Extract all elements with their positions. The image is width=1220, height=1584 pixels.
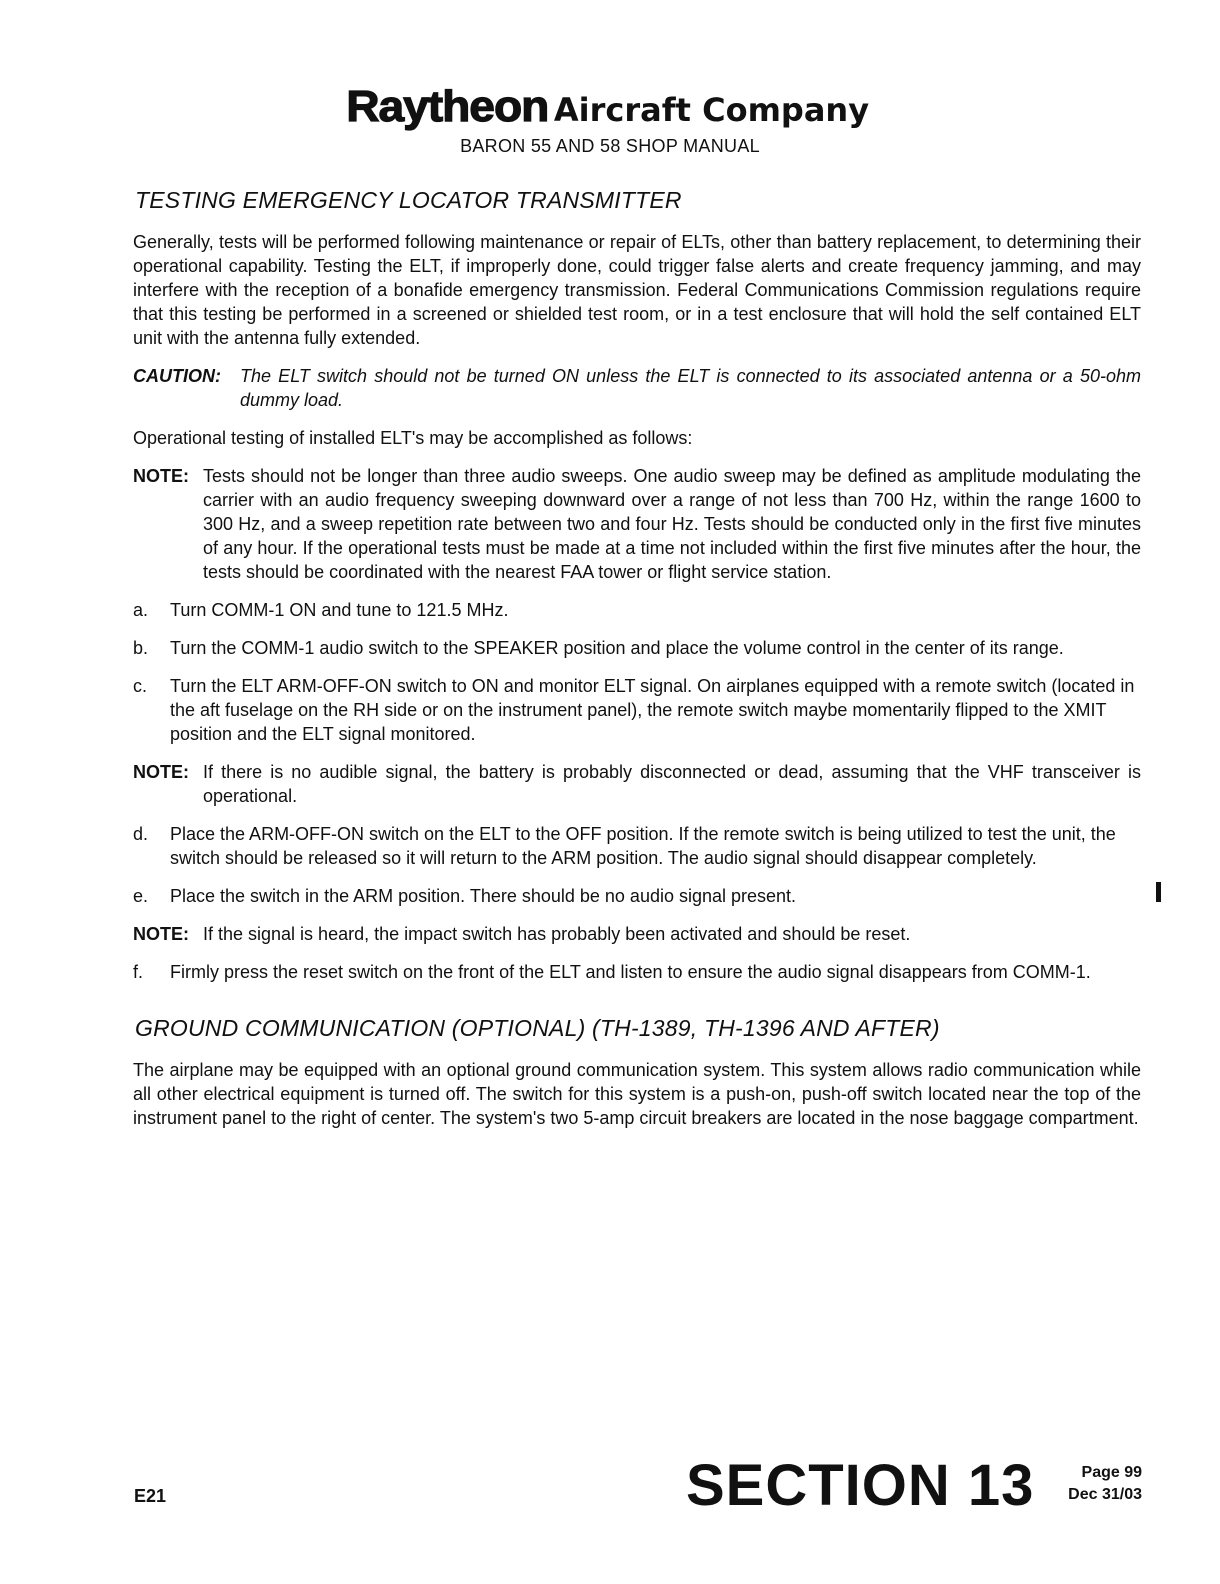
step-text: Place the ARM-OFF-ON switch on the ELT to the OFF position. If the remote switch is being utilized to test the unit, the switch should be released so it will return to the ARM position. The audio signal should disappear completely. [170,824,1116,868]
section-heading-elt: TESTING EMERGENCY LOCATOR TRANSMITTER [135,187,682,213]
note-block [133,760,1141,808]
footer-section-title: SECTION 13 [686,1453,1035,1518]
note-text: If the signal is heard, the impact switch has probably been activated and should be reset. [203,924,911,944]
ground-paragraph: The airplane may be equipped with an optional ground communication system. This system allows radio communication while all other electrical equipment is turned off. The switch for this system is a push-on, push-off switch located near the top of the instrument panel to the right of center. The system's two 5-amp circuit breakers are located in the nose baggage compartment. [133,1060,1141,1128]
manual-title: BARON 55 AND 58 SHOP MANUAL [460,136,760,156]
caution-block [133,364,1141,412]
logo [0,82,1220,132]
step-text: Firmly press the reset switch on the front of the ELT and listen to ensure the audio signal disappears from COMM-1. [170,962,1091,982]
elt-intro-paragraph: Generally, tests will be performed following maintenance or repair of ELTs, other than battery replacement, to determining their operational capability. Testing the ELT, if improperly done, could trigger false alerts and create frequency jamming, and may interfere with the reception of a bonafide emergency transmission. Federal Communications Commission regulations require that this testing be performed in a screened or shielded test room, or in a test enclosure that will hold the self contained ELT unit with the antenna fully extended. [133,232,1141,348]
step-f [133,960,1141,984]
operational-intro: Operational testing of installed ELT's may be accomplished as follows: [133,428,693,448]
page-body [133,188,1141,1130]
brand-name: Raytheon [346,82,549,131]
step-d [133,822,1141,870]
footer-code: E21 [134,1486,167,1506]
step-text: Place the switch in the ARM position. There should be no audio signal present. [170,886,797,906]
note-text: Tests should not be longer than three audio sweeps. One audio sweep may be defined as amplitude modulating the carrier with an audio frequency sweeping downward over a range of not less than 700 Hz, within the range 1600 to 300 Hz, and a sweep repetition rate between two and four Hz. Tests should be conducted only in the first five minutes of any hour. If the operational tests must be made at a time not included within the first five minutes after the hour, the tests should be coordinated with the nearest FAA tower or flight service station. [203,466,1141,582]
section-heading-ground: GROUND COMMUNICATION (OPTIONAL) (TH-1389, TH-1396 AND AFTER) [135,1015,940,1041]
step-letter: b. [133,638,149,658]
step-letter: f. [133,962,144,982]
revision-bar [1156,882,1161,902]
step-b [133,636,1141,660]
note-text: If there is no audible signal, the battery is probably disconnected or dead, assuming that the VHF transceiver is operational. [203,762,1141,806]
note-label: NOTE: [133,762,189,782]
caution-text: The ELT switch should not be turned ON unless the ELT is connected to its associated antenna or a 50-ohm dummy load. [240,366,1141,410]
step-text: Turn COMM-1 ON and tune to 121.5 MHz. [170,600,509,620]
note-label: NOTE: [133,924,189,944]
step-e [133,884,1141,908]
page-date: Dec 31/03 [1068,1486,1142,1503]
spacer [133,998,1141,1016]
company-name: Aircraft Company [553,91,870,129]
page-number: Page 99 [1081,1464,1142,1481]
step-letter: a. [133,600,149,620]
note-block [133,464,1141,584]
footer-page-info [1040,1462,1142,1506]
note-block [133,922,1141,946]
note-label: NOTE: [133,466,189,486]
page-header [0,82,1220,157]
step-a [133,598,1141,622]
step-letter: e. [133,886,149,906]
caution-label: CAUTION: [133,366,221,386]
step-c [133,674,1141,746]
step-text: Turn the ELT ARM-OFF-ON switch to ON and monitor ELT signal. On airplanes equipped with a remote switch (located in the aft fuselage on the RH side or on the instrument panel), the remote switch maybe momentarily flipped to the XMIT position and the ELT signal monitored. [170,676,1135,744]
step-text: Turn the COMM-1 audio switch to the SPEAKER position and place the volume control in the center of its range. [170,638,1064,658]
step-letter: d. [133,824,149,844]
step-letter: c. [133,676,148,696]
